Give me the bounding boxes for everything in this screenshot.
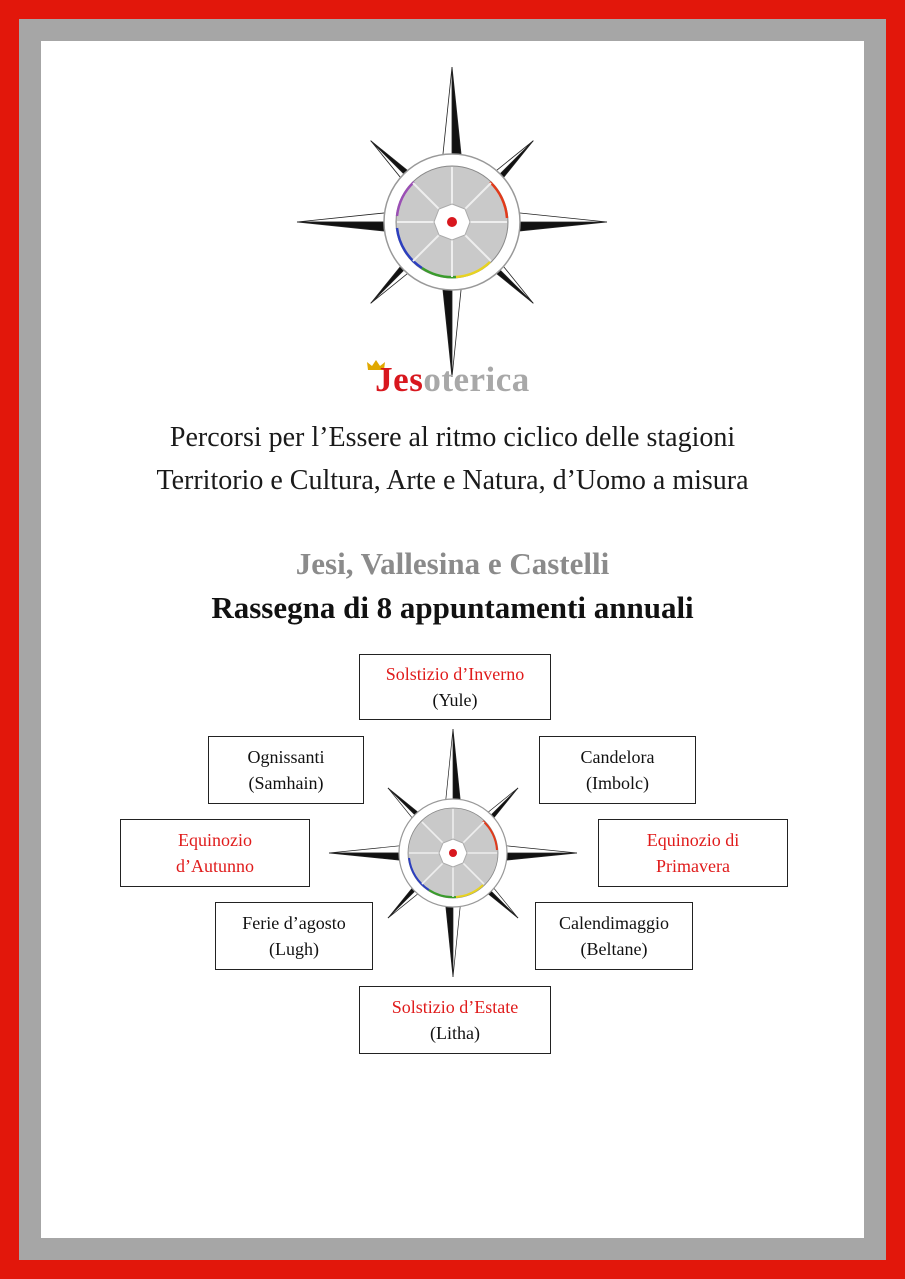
- event-alt-name: (Beltane): [580, 939, 648, 959]
- event-name-line-2: d’Autunno: [176, 856, 254, 876]
- event-box-mabon: [120, 819, 310, 887]
- event-box-lugh: [215, 902, 373, 970]
- event-name: Ferie d’agosto: [242, 913, 346, 933]
- event-box-ostara: [598, 819, 788, 887]
- place-heading: Jesi, Vallesina e Castelli: [295, 546, 610, 581]
- event-box-litha: [359, 986, 551, 1054]
- event-name: Solstizio d’Estate: [391, 997, 519, 1017]
- event-name-line-1: Equinozio: [178, 830, 252, 850]
- event-alt-name: (Litha): [430, 1023, 480, 1043]
- event-series-title: Rassegna di 8 appuntamenti annuali: [211, 590, 694, 625]
- brand-name-red: Jes: [375, 360, 424, 399]
- event-name: Ognissanti: [247, 747, 325, 767]
- tagline-line-1: Percorsi per l’Essere al ritmo ciclico delle stagioni: [169, 422, 736, 453]
- event-box-imbolc: [539, 736, 696, 804]
- tagline-line-2: Territorio e Cultura, Arte e Natura, d’Uomo a misura: [156, 465, 749, 496]
- event-alt-name: (Yule): [432, 690, 478, 710]
- event-name: Solstizio d’Inverno: [385, 664, 525, 684]
- brand-name: [0, 360, 905, 400]
- event-name-line-1: Equinozio di: [646, 830, 740, 850]
- event-name: Candelora: [580, 747, 655, 767]
- event-name-line-2: Primavera: [656, 856, 730, 876]
- event-alt-name: (Imbolc): [586, 773, 649, 793]
- compass-rose-icon: [295, 65, 609, 379]
- event-alt-name: (Samhain): [248, 773, 324, 793]
- event-box-samhain: [208, 736, 364, 804]
- brand-name-gray: oterica: [423, 360, 530, 399]
- event-box-yule: [359, 654, 551, 720]
- event-box-beltane: [535, 902, 693, 970]
- event-alt-name: (Lugh): [269, 939, 319, 959]
- event-name: Calendimaggio: [559, 913, 669, 933]
